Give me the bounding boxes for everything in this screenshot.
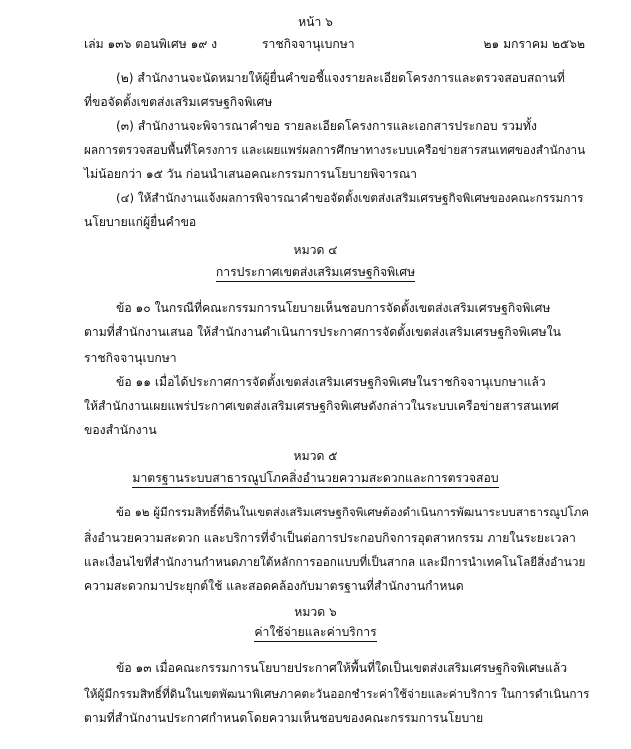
article-11-line-1: ข้อ ๑๑ เมื่อได้ประกาศการจัดตั้งเขตส่งเสริมเศรษฐกิจพิเศษในราชกิจจานุเบกษาแล้ว bbox=[116, 375, 546, 389]
chapter-5-subtitle-wrap bbox=[0, 470, 631, 488]
article-13-line-3: ตามที่สำนักงานประกาศกำหนดโดยความเห็นชอบของคณะกรรมการนโยบาย bbox=[84, 711, 484, 725]
chapter-5-subtitle: มาตรฐานระบบสาธารณูปโภคสิ่งอำนวยความสะดวกและการตรวจสอบ bbox=[132, 470, 498, 488]
article-13-line-2: ให้ผู้มีกรรมสิทธิ์ที่ดินในเขตพัฒนาพิเศษภาคตะวันออกชำระค่าใช้จ่ายและค่าบริการ ในการดำเนินการ bbox=[84, 687, 590, 701]
article-12-line-4: ความสะดวกมาประยุกต์ใช้ และสอดคล้องกับมาตรฐานที่สำนักงานกำหนด bbox=[84, 579, 464, 593]
article-12-line-1: ข้อ ๑๒ ผู้มีกรรมสิทธิ์ที่ดินในเขตส่งเสริมเศรษฐกิจพิเศษต้องดำเนินการพัฒนาระบบสาธารณูปโภค bbox=[116, 505, 589, 519]
issue-date: ๒๑ มกราคม ๒๕๖๒ bbox=[483, 37, 585, 51]
gazette-name: ราชกิจจานุเบกษา bbox=[262, 37, 355, 51]
article-10-line-1: ข้อ ๑๐ ในกรณีที่คณะกรรมการนโยบายเห็นชอบการจัดตั้งเขตส่งเสริมเศรษฐกิจพิเศษ bbox=[116, 301, 551, 315]
chapter-6-title: หมวด ๖ bbox=[294, 605, 337, 619]
paragraph-4-line-2: นโยบายแก่ผู้ยื่นคำขอ bbox=[84, 215, 197, 229]
chapter-6-subtitle: ค่าใช้จ่ายและค่าบริการ bbox=[254, 624, 376, 642]
chapter-4-subtitle: การประกาศเขตส่งเสริมเศรษฐกิจพิเศษ bbox=[216, 264, 415, 282]
article-11-line-3: ของสำนักงาน bbox=[84, 423, 157, 437]
issue-label: เล่ม ๑๓๖ ตอนพิเศษ ๑๙ ง bbox=[84, 37, 218, 51]
paragraph-4-line-1: (๔) ให้สำนักงานแจ้งผลการพิจารณาคำขอจัดตั้งเขตส่งเสริมเศรษฐกิจพิเศษของคณะกรรมการ bbox=[116, 191, 584, 205]
chapter-5-title: หมวด ๕ bbox=[293, 449, 338, 463]
paragraph-2-line-2: ที่ขอจัดตั้งเขตส่งเสริมเศรษฐกิจพิเศษ bbox=[84, 95, 273, 109]
paragraph-3-line-1: (๓) สำนักงานจะพิจารณาคำขอ รายละเอียดโครงการและเอกสารประกอบ รวมทั้ง bbox=[116, 119, 537, 133]
article-12-line-3: และเงื่อนไขที่สำนักงานกำหนดภายใต้หลักการออกแบบที่เป็นสากล และมีการนำเทคโนโลยีสิ่งอำนวย bbox=[84, 555, 586, 569]
paragraph-2-line-1: (๒) สำนักงานจะนัดหมายให้ผู้ยื่นคำขอชี้แจงรายละเอียดโครงการและตรวจสอบสถานที่ bbox=[116, 71, 565, 85]
chapter-4-title: หมวด ๔ bbox=[293, 243, 338, 257]
article-10-line-2: ตามที่สำนักงานเสนอ ให้สำนักงานดำเนินการประกาศการจัดตั้งเขตส่งเสริมเศรษฐกิจพิเศษใน bbox=[84, 325, 561, 339]
article-13-line-1: ข้อ ๑๓ เมื่อคณะกรรมการนโยบายประกาศให้พื้นที่ใดเป็นเขตส่งเสริมเศรษฐกิจพิเศษแล้ว bbox=[116, 661, 568, 675]
article-10-line-3: ราชกิจจานุเบกษา bbox=[84, 351, 177, 365]
chapter-6-subtitle-wrap bbox=[0, 624, 631, 642]
chapter-4-subtitle-wrap bbox=[0, 264, 631, 282]
article-12-line-2: สิ่งอำนวยความสะดวก และบริการที่จำเป็นต่อการประกอบกิจการอุตสาหกรรม ภายในระยะเวลา bbox=[84, 531, 576, 545]
paragraph-3-line-2: ผลการตรวจสอบพื้นที่โครงการ และเผยแพร่ผลการศึกษาทางระบบเครือข่ายสารสนเทศของสำนักงาน bbox=[84, 143, 586, 157]
article-11-line-2: ให้สำนักงานเผยแพร่ประกาศเขตส่งเสริมเศรษฐกิจพิเศษดังกล่าวในระบบเครือข่ายสารสนเทศ bbox=[84, 399, 559, 413]
paragraph-3-line-3: ไม่น้อยกว่า ๑๕ วัน ก่อนนำเสนอคณะกรรมการนโยบายพิจารณา bbox=[84, 167, 417, 181]
page-number: หน้า ๖ bbox=[298, 15, 333, 29]
